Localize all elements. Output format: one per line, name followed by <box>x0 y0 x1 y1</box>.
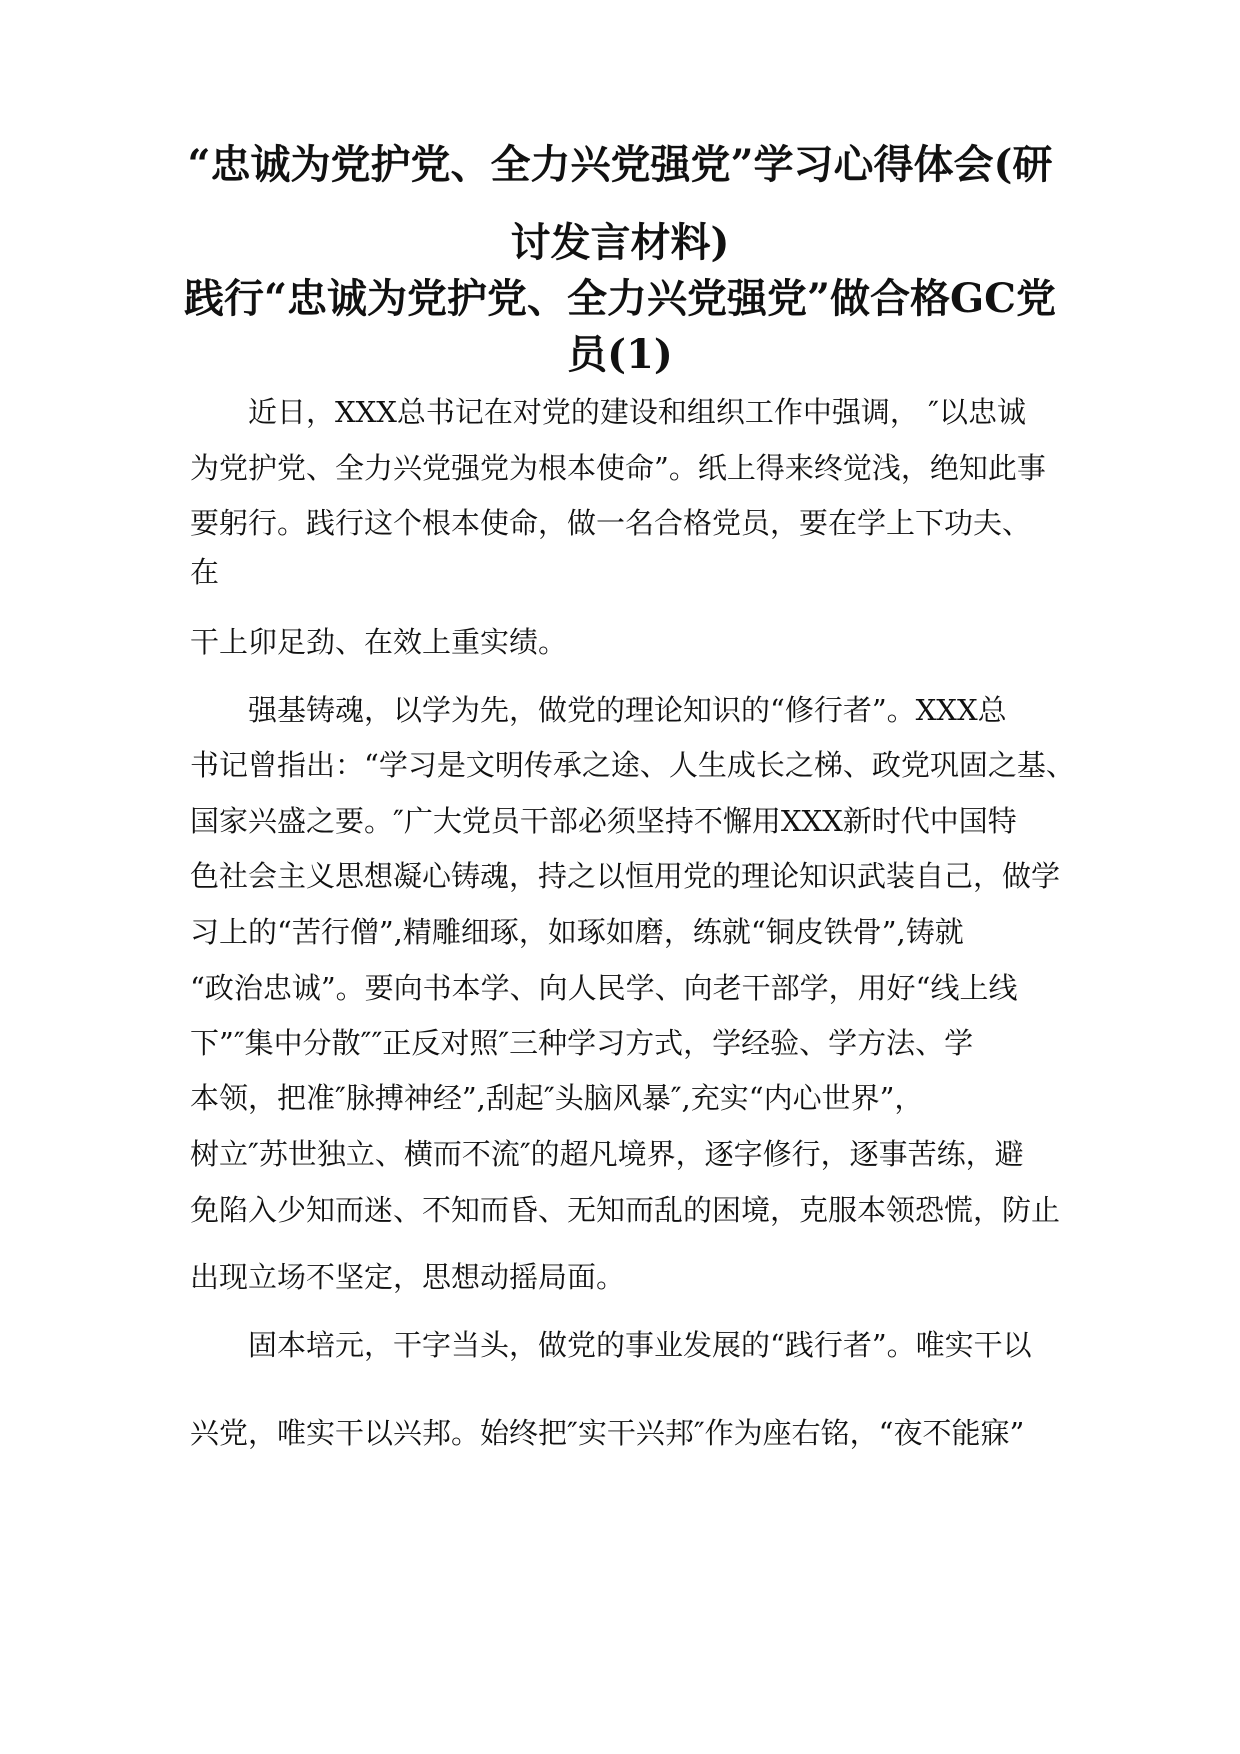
body-line: 出现立场不坚定，思想动摇局面。 <box>190 1260 626 1294</box>
body-line: 习上的“苦行僧”,精雕细琢，如琢如磨，练就“铜皮铁骨”,铸就 <box>190 915 964 949</box>
document-title-line-1: “忠诚为党护党、全力兴党强党”学习心得体会(研 <box>187 141 1053 188</box>
document-subtitle-line-2: 员(1) <box>567 331 673 378</box>
body-line: 兴党，唯实干以兴邦。始终把″实干兴邦″作为座右铭，“夜不能寐” <box>190 1416 1025 1450</box>
document-subtitle-line-1: 践行“忠诚为党护党、全力兴党强党”做合格GC党 <box>183 275 1056 322</box>
body-line: 树立″苏世独立、横而不流″的超凡境界，逐字修行，逐事苦练，避 <box>190 1137 1024 1171</box>
body-line: 强基铸魂，以学为先，做党的理论知识的“修行者”。XXX总 <box>248 693 1007 727</box>
body-line: 色社会主义思想凝心铸魂，持之以恒用党的理论知识武装自己，做学 <box>190 859 1061 893</box>
body-line: 书记曾指出：“学习是文明传承之途、人生成长之梯、政党巩固之基、 <box>190 748 1075 782</box>
body-line: 固本培元，干字当头，做党的事业发展的“践行者”。唯实干以 <box>248 1328 1032 1362</box>
body-line: 在 <box>190 555 220 589</box>
body-line: 本领，把准″脉搏神经”,刮起″头脑风暴″,充实“内心世界”， <box>190 1081 924 1115</box>
body-line: “政治忠诚”。要向书本学、向人民学、向老干部学，用好“线上线 <box>190 971 1018 1005</box>
body-line: 下”″集中分散″″正反对照″三种学习方式，学经验、学方法、学 <box>190 1026 974 1060</box>
body-line: 为党护党、全力兴党强党为根本使命”。纸上得来终觉浅，绝知此事 <box>190 451 1046 485</box>
body-line: 要躬行。践行这个根本使命，做一名合格党员，要在学上下功夫、 <box>190 506 1032 540</box>
body-line: 国家兴盛之要。″广大党员干部必须坚持不懈用XXX新时代中国特 <box>190 804 1017 838</box>
document-title-line-2: 讨发言材料) <box>510 219 730 266</box>
body-line: 近日，XXX总书记在对党的建设和组织工作中强调， ″以忠诚 <box>248 395 1026 429</box>
body-line: 免陷入少知而迷、不知而昏、无知而乱的困境，克服本领恐慌，防止 <box>190 1193 1061 1227</box>
body-line: 干上卯足劲、在效上重实绩。 <box>190 625 568 659</box>
